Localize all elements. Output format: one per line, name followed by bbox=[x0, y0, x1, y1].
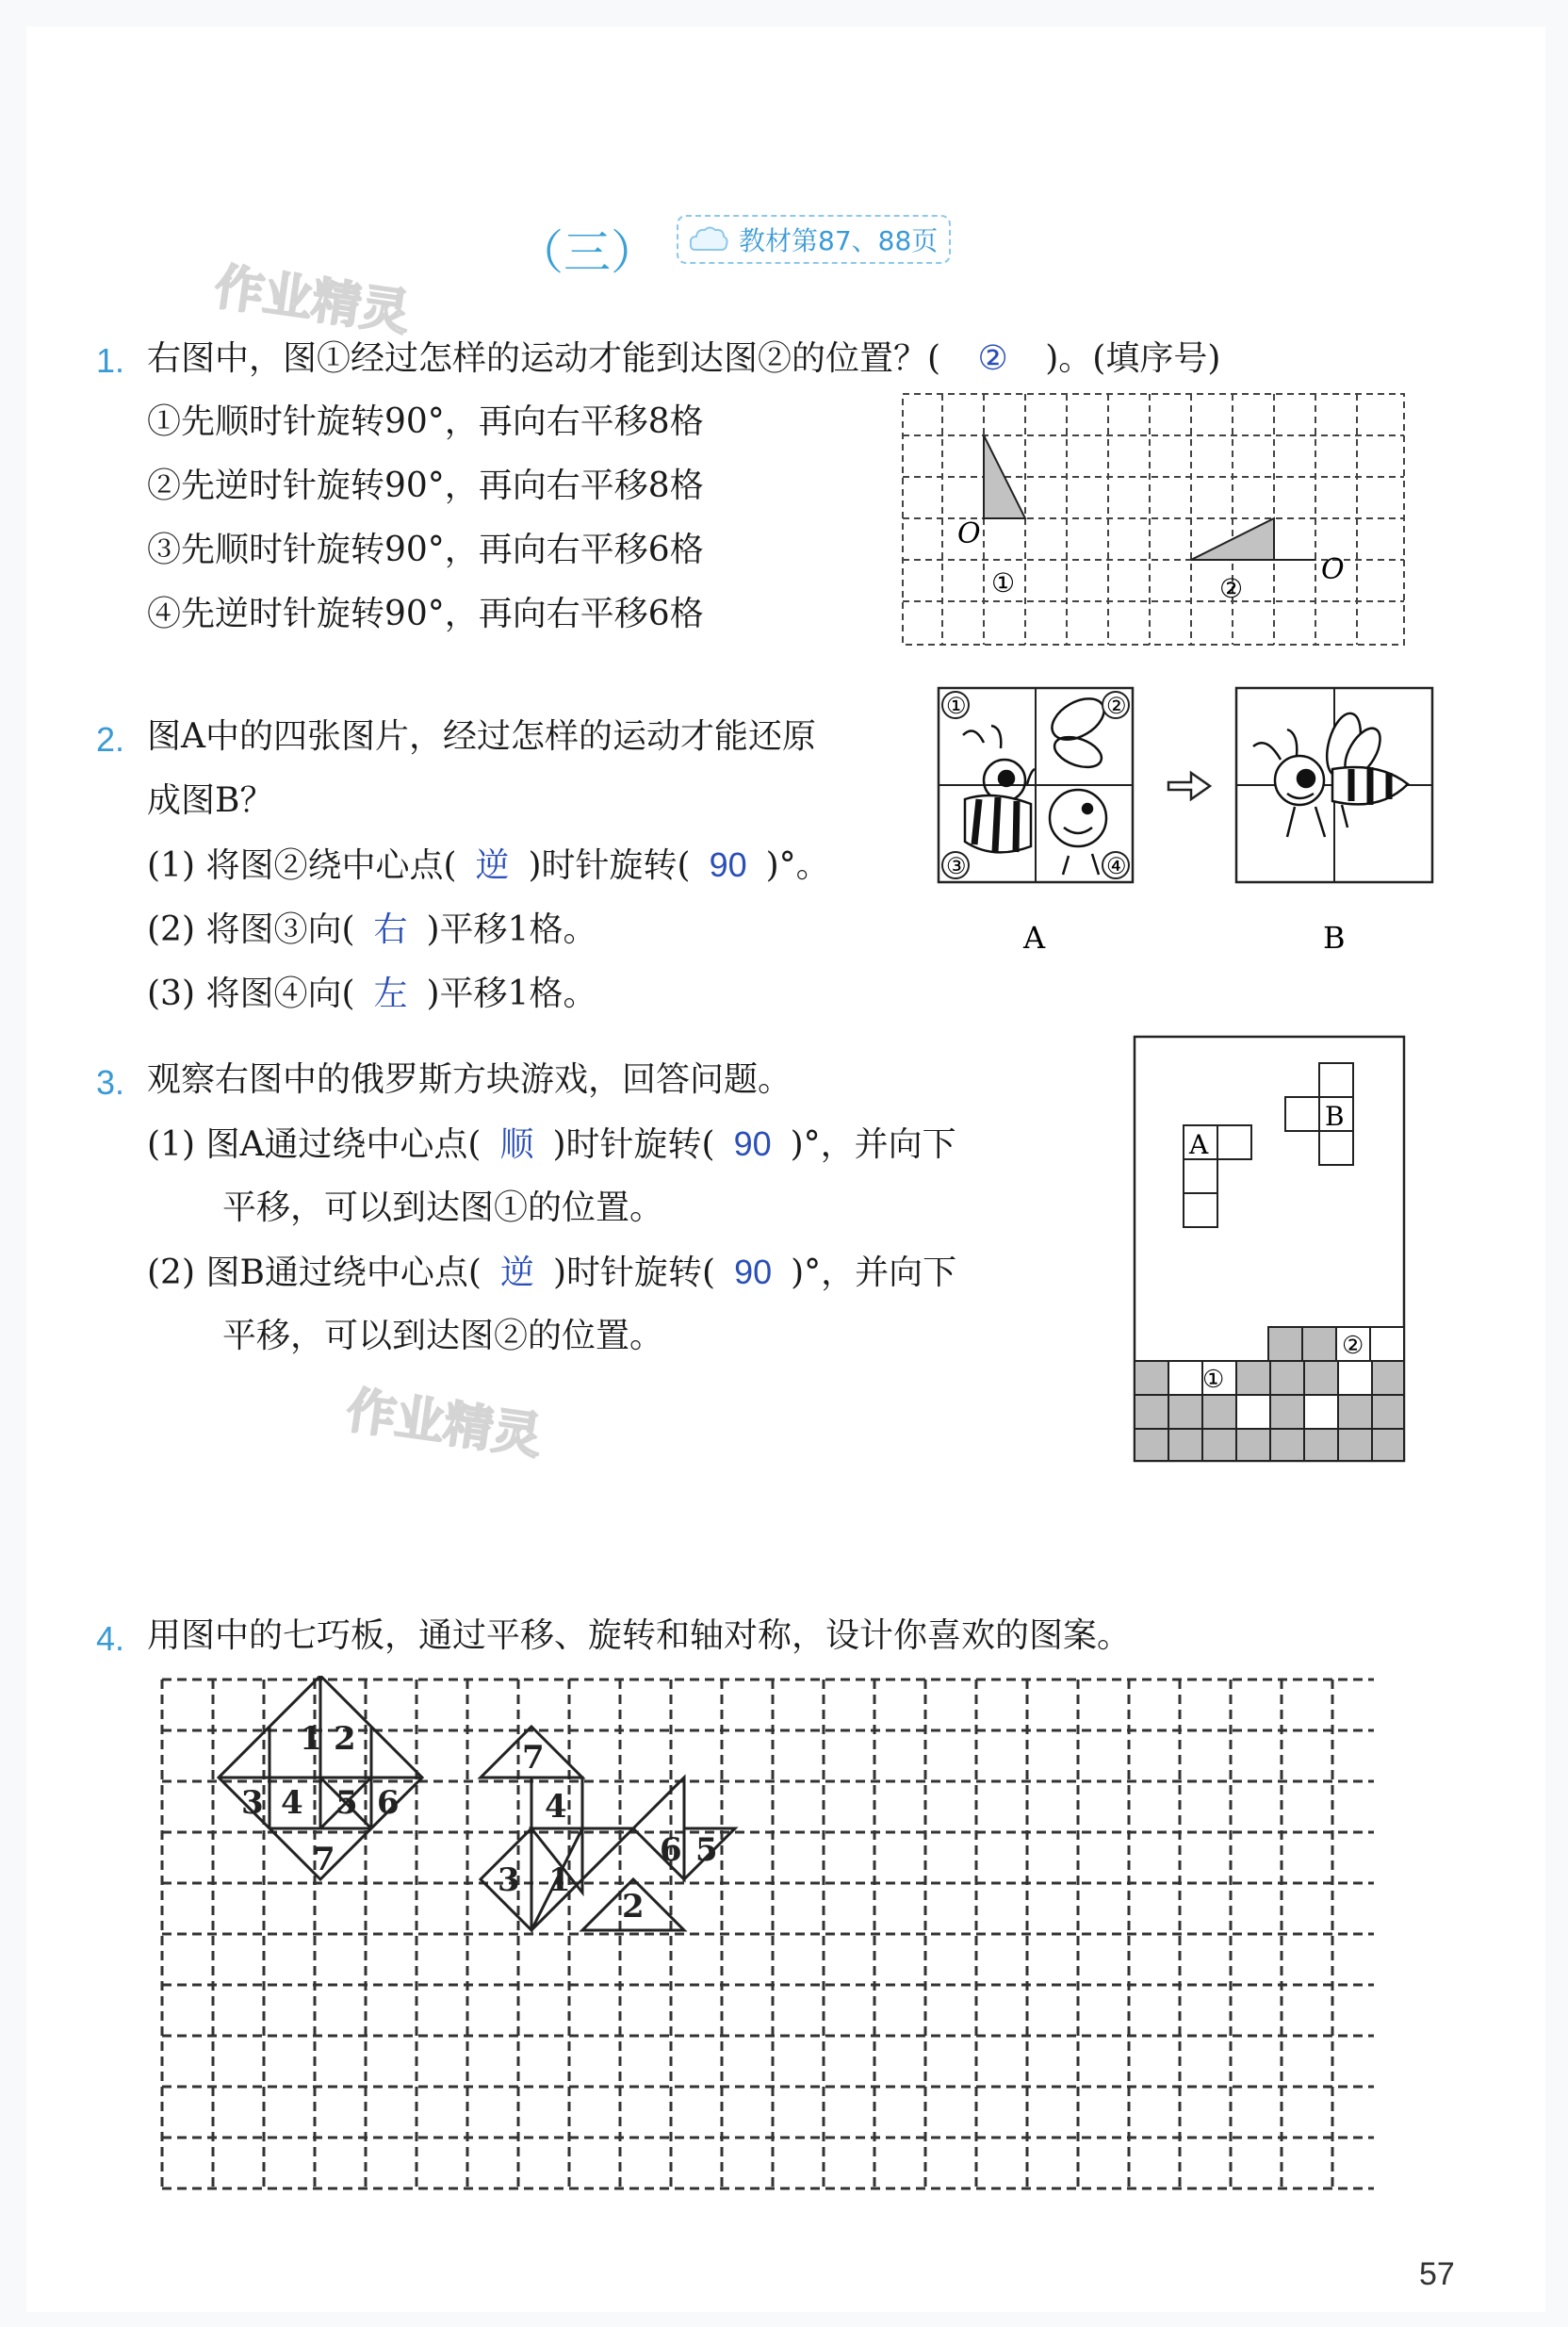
watermark-top: 作业精灵 bbox=[211, 258, 414, 343]
q3-num-2: ② bbox=[1342, 1332, 1364, 1360]
q3-sub-2-cont: 平移，可以到达图②的位置。 bbox=[222, 1317, 664, 1355]
q1-option-2: ②先逆时针旋转90°，再向右平移8格 bbox=[147, 467, 704, 505]
q2-num-2: ② bbox=[1106, 693, 1127, 719]
q4-piece-7b: 7 bbox=[522, 1739, 545, 1777]
q4-tangram-grid bbox=[158, 1676, 1383, 2204]
workbook-page bbox=[26, 26, 1545, 2312]
q1-stem bbox=[147, 338, 1221, 378]
q1-stem-a: 右图中，图①经过怎样的运动才能到达图②的位置？( bbox=[147, 339, 941, 378]
q1-grid-figure bbox=[901, 392, 1406, 648]
q2-num-1: ① bbox=[946, 693, 967, 719]
q2-num-3: ③ bbox=[946, 853, 967, 879]
q4-number: 4. bbox=[96, 1619, 125, 1658]
q4-piece-1a: 1 bbox=[300, 1720, 322, 1758]
q3-num-1: ① bbox=[1202, 1366, 1225, 1394]
q3-answer-4: 90 bbox=[734, 1253, 773, 1291]
q2-sub-1: (1) 将图②绕中心点( 逆 )时针旋转( 90 )°。 bbox=[147, 845, 830, 885]
q2-label-b: B bbox=[1323, 920, 1346, 956]
q2-stem-line2: 成图B？ bbox=[147, 781, 274, 820]
q2-sub-3: (3) 将图④向( 左 )平移1格。 bbox=[147, 974, 597, 1013]
q1-stem-b: )。(填序号) bbox=[1045, 339, 1221, 378]
textbook-ref-tag bbox=[677, 215, 951, 264]
q4-piece-4a: 4 bbox=[281, 1784, 303, 1822]
q4-piece-5a: 5 bbox=[335, 1784, 358, 1822]
q3-sub-2: (2) 图B通过绕中心点( 逆 )时针旋转( 90 )°，并向下 bbox=[147, 1253, 957, 1292]
q2-figure-b bbox=[1236, 688, 1432, 956]
textbook-ref-text: 教材第87、88页 bbox=[739, 225, 939, 256]
q2-num-4: ④ bbox=[1106, 853, 1127, 879]
q3-sub-1-cont: 平移，可以到达图①的位置。 bbox=[222, 1188, 664, 1227]
q4-piece-4b: 4 bbox=[545, 1788, 567, 1826]
q2-answer-2: 90 bbox=[709, 845, 747, 884]
q4-piece-2a: 2 bbox=[334, 1720, 356, 1758]
cloud-icon bbox=[688, 223, 729, 255]
q4-piece-6a: 6 bbox=[377, 1784, 400, 1822]
q3-label-a: A bbox=[1189, 1129, 1209, 1160]
q1-label-1: ① bbox=[991, 567, 1016, 598]
q2-figure-a bbox=[939, 688, 1133, 956]
q4-piece-1b: 1 bbox=[548, 1861, 571, 1899]
q4-piece-7a: 7 bbox=[313, 1841, 335, 1878]
q1-option-4: ④先逆时针旋转90°，再向右平移6格 bbox=[147, 595, 704, 633]
q1-answer: ② bbox=[977, 338, 1008, 377]
q2-sub-2: (2) 将图③向( 右 )平移1格。 bbox=[147, 909, 597, 949]
q2-answer-3: 右 bbox=[373, 909, 408, 948]
q1-option-1: ①先顺时针旋转90°，再向右平移8格 bbox=[147, 402, 704, 441]
q1-number: 1. bbox=[96, 341, 125, 380]
q1-label-o2: O bbox=[1321, 553, 1345, 586]
q4-piece-6b: 6 bbox=[660, 1831, 682, 1869]
q1-option-3: ③先顺时针旋转90°，再向右平移6格 bbox=[147, 531, 704, 569]
q3-label-b: B bbox=[1325, 1101, 1345, 1132]
q2-number: 2. bbox=[96, 720, 125, 759]
q2-label-a: A bbox=[1023, 920, 1046, 956]
q3-number: 3. bbox=[96, 1063, 125, 1102]
q2-bee-figure bbox=[937, 686, 1446, 959]
q1-label-o1: O bbox=[957, 517, 981, 550]
q4-piece-5b: 5 bbox=[695, 1831, 718, 1869]
q1-label-2: ② bbox=[1219, 573, 1244, 604]
q2-arrow-icon bbox=[1168, 773, 1210, 799]
q3-answer-3: 逆 bbox=[499, 1253, 534, 1291]
q3-tetris-figure bbox=[1133, 1035, 1408, 1465]
q4-piece-3a: 3 bbox=[241, 1784, 264, 1822]
q3-answer-2: 90 bbox=[733, 1124, 772, 1163]
q2-answer-4: 左 bbox=[373, 974, 408, 1012]
page-number: 57 bbox=[1419, 2256, 1455, 2292]
q4-piece-3b: 3 bbox=[498, 1861, 520, 1899]
q3-sub-1: (1) 图A通过绕中心点( 顺 )时针旋转( 90 )°，并向下 bbox=[147, 1124, 956, 1164]
q3-stem: 观察右图中的俄罗斯方块游戏，回答问题。 bbox=[147, 1060, 792, 1099]
q4-piece-2b: 2 bbox=[622, 1888, 645, 1926]
q2-answer-1: 逆 bbox=[475, 845, 510, 884]
q2-stem-line1: 图A中的四张图片，经过怎样的运动才能还原 bbox=[147, 717, 816, 756]
watermark-mid: 作业精灵 bbox=[343, 1382, 546, 1467]
section-title: （三） bbox=[516, 225, 658, 280]
q4-stem: 用图中的七巧板，通过平移、旋转和轴对称，设计你喜欢的图案。 bbox=[147, 1616, 1132, 1655]
q3-answer-1: 顺 bbox=[499, 1124, 534, 1163]
